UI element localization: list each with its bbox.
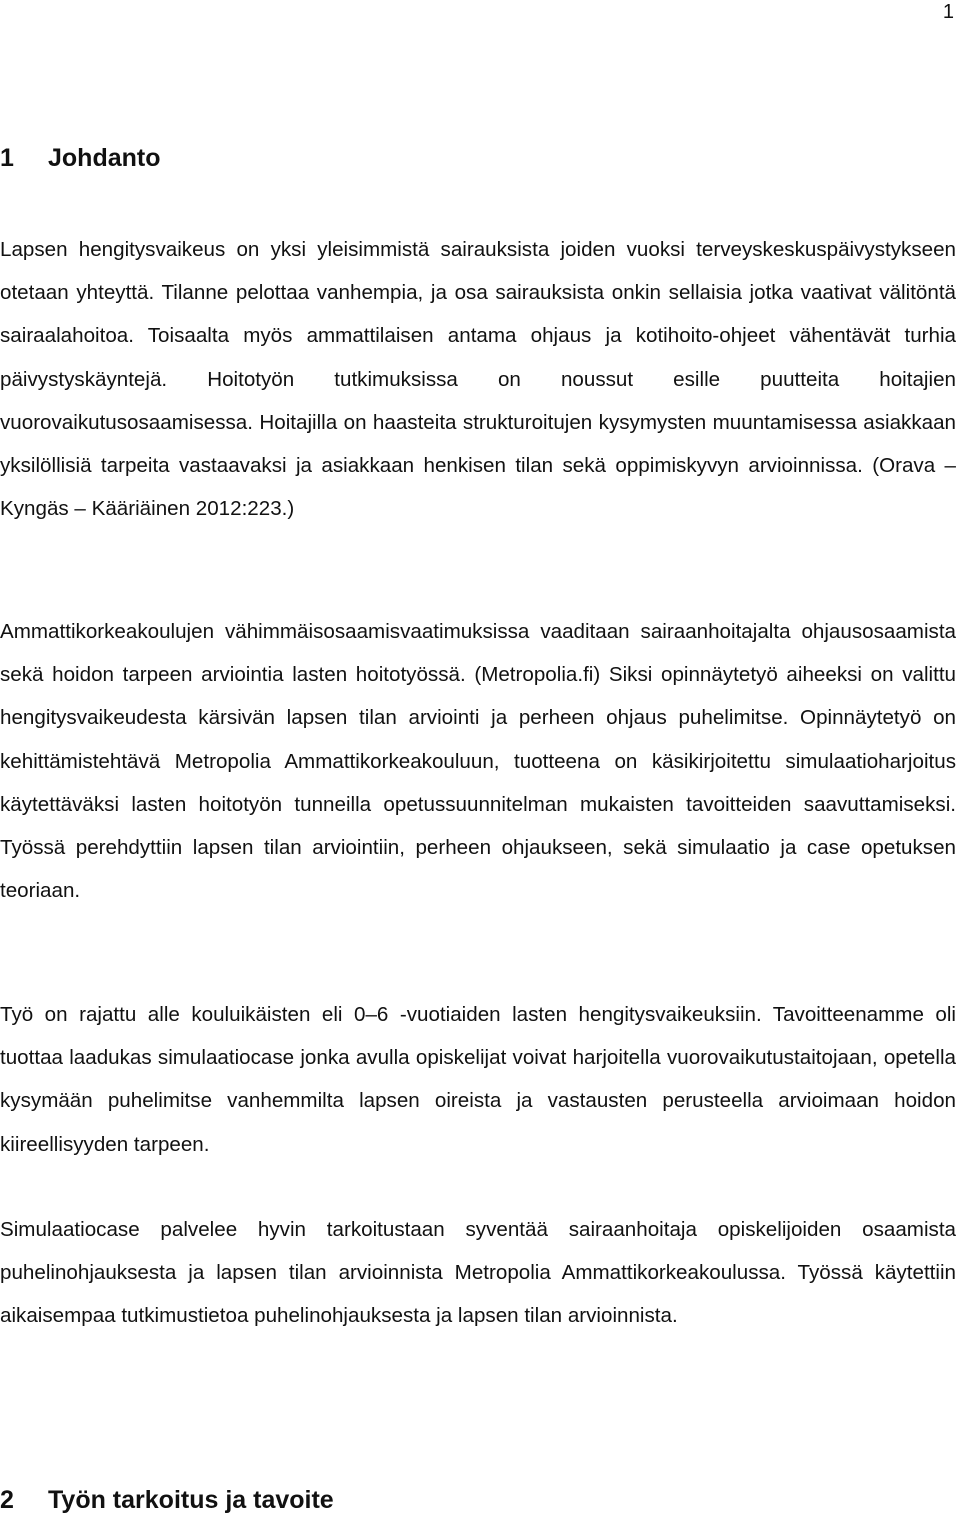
section-title: Työn tarkoitus ja tavoite bbox=[48, 1486, 334, 1514]
section-number: 2 bbox=[0, 1486, 14, 1514]
paragraph: Lapsen hengitysvaikeus on yksi yleisimmistä sairauksista joiden vuoksi terveyskeskuspäivystykseen otetaan yhteyttä. Tilanne pelottaa vanhempia, ja osa sairauksista onkin sellaisia jotka vaativat välitöntä sairaalahoitoa. Toisaalta myös ammattilaisen antama ohjaus ja kotihoito-ohjeet vähentävät turhia päivystyskäyntejä. Hoitotyön tutkimuksissa on noussut esille puutteita hoitajien vuorovaikutusosaamisessa. Hoitajilla on haasteita strukturoitujen kysymysten muuntamisessa asiakkaan yksilöllisiä tarpeita vastaavaksi ja asiakkaan henkisen tilan sekä oppimiskyvyn arvioinnissa. (Orava – Kyngäs – Kääriäinen 2012:223.) bbox=[0, 238, 956, 521]
section-heading-introduction bbox=[0, 143, 161, 173]
section-number: 1 bbox=[0, 144, 14, 172]
section-heading-purpose bbox=[0, 1485, 334, 1515]
page-number: 1 bbox=[942, 1, 954, 23]
section-title: Johdanto bbox=[48, 144, 161, 172]
paragraph: Työ on rajattu alle kouluikäisten eli 0–6 -vuotiaiden lasten hengitysvaikeuksiin. Tavoitteenamme oli tuottaa laadukas simulaatiocase jonka avulla opiskelijat voivat harjoitella vuorovaikutustaitojaan, opetella kysymään puhelimitse vanhemmilta lapsen oireista ja vastausten perusteella arvioimaan hoidon kiireellisyyden tarpeen. bbox=[0, 1003, 956, 1156]
paragraph: Ammattikorkeakoulujen vähimmäisosaamisvaatimuksissa vaaditaan sairaanhoitajalta ohjausosaamista sekä hoidon tarpeen arviointia lasten hoitotyössä. (Metropolia.fi) Siksi opinnäytetyö aiheeksi on valittu hengitysvaikeudesta kärsivän lapsen tilan arviointi ja perheen ohjaus puhelimitse. Opinnäytetyö on kehittämistehtävä Metropolia Ammattikorkeakouluun, tuotteena on käsikirjoitettu simulaatioharjoitus käytettäväksi lasten hoitotyön tunneilla opetussuunnitelman mukaisten tavoitteiden saavuttamiseksi. Työssä perehdyttiin lapsen tilan arviointiin, perheen ohjaukseen, sekä simulaatio ja case opetuksen teoriaan. bbox=[0, 620, 956, 903]
paragraph: Simulaatiocase palvelee hyvin tarkoitustaan syventää sairaanhoitaja opiskelijoiden osaamista puhelinohjauksesta ja lapsen tilan arvioinnista Metropolia Ammattikorkeakoulussa. Työssä käytettiin aikaisempaa tutkimustietoa puhelinohjauksesta ja lapsen tilan arvioinnista. bbox=[0, 1218, 956, 1328]
